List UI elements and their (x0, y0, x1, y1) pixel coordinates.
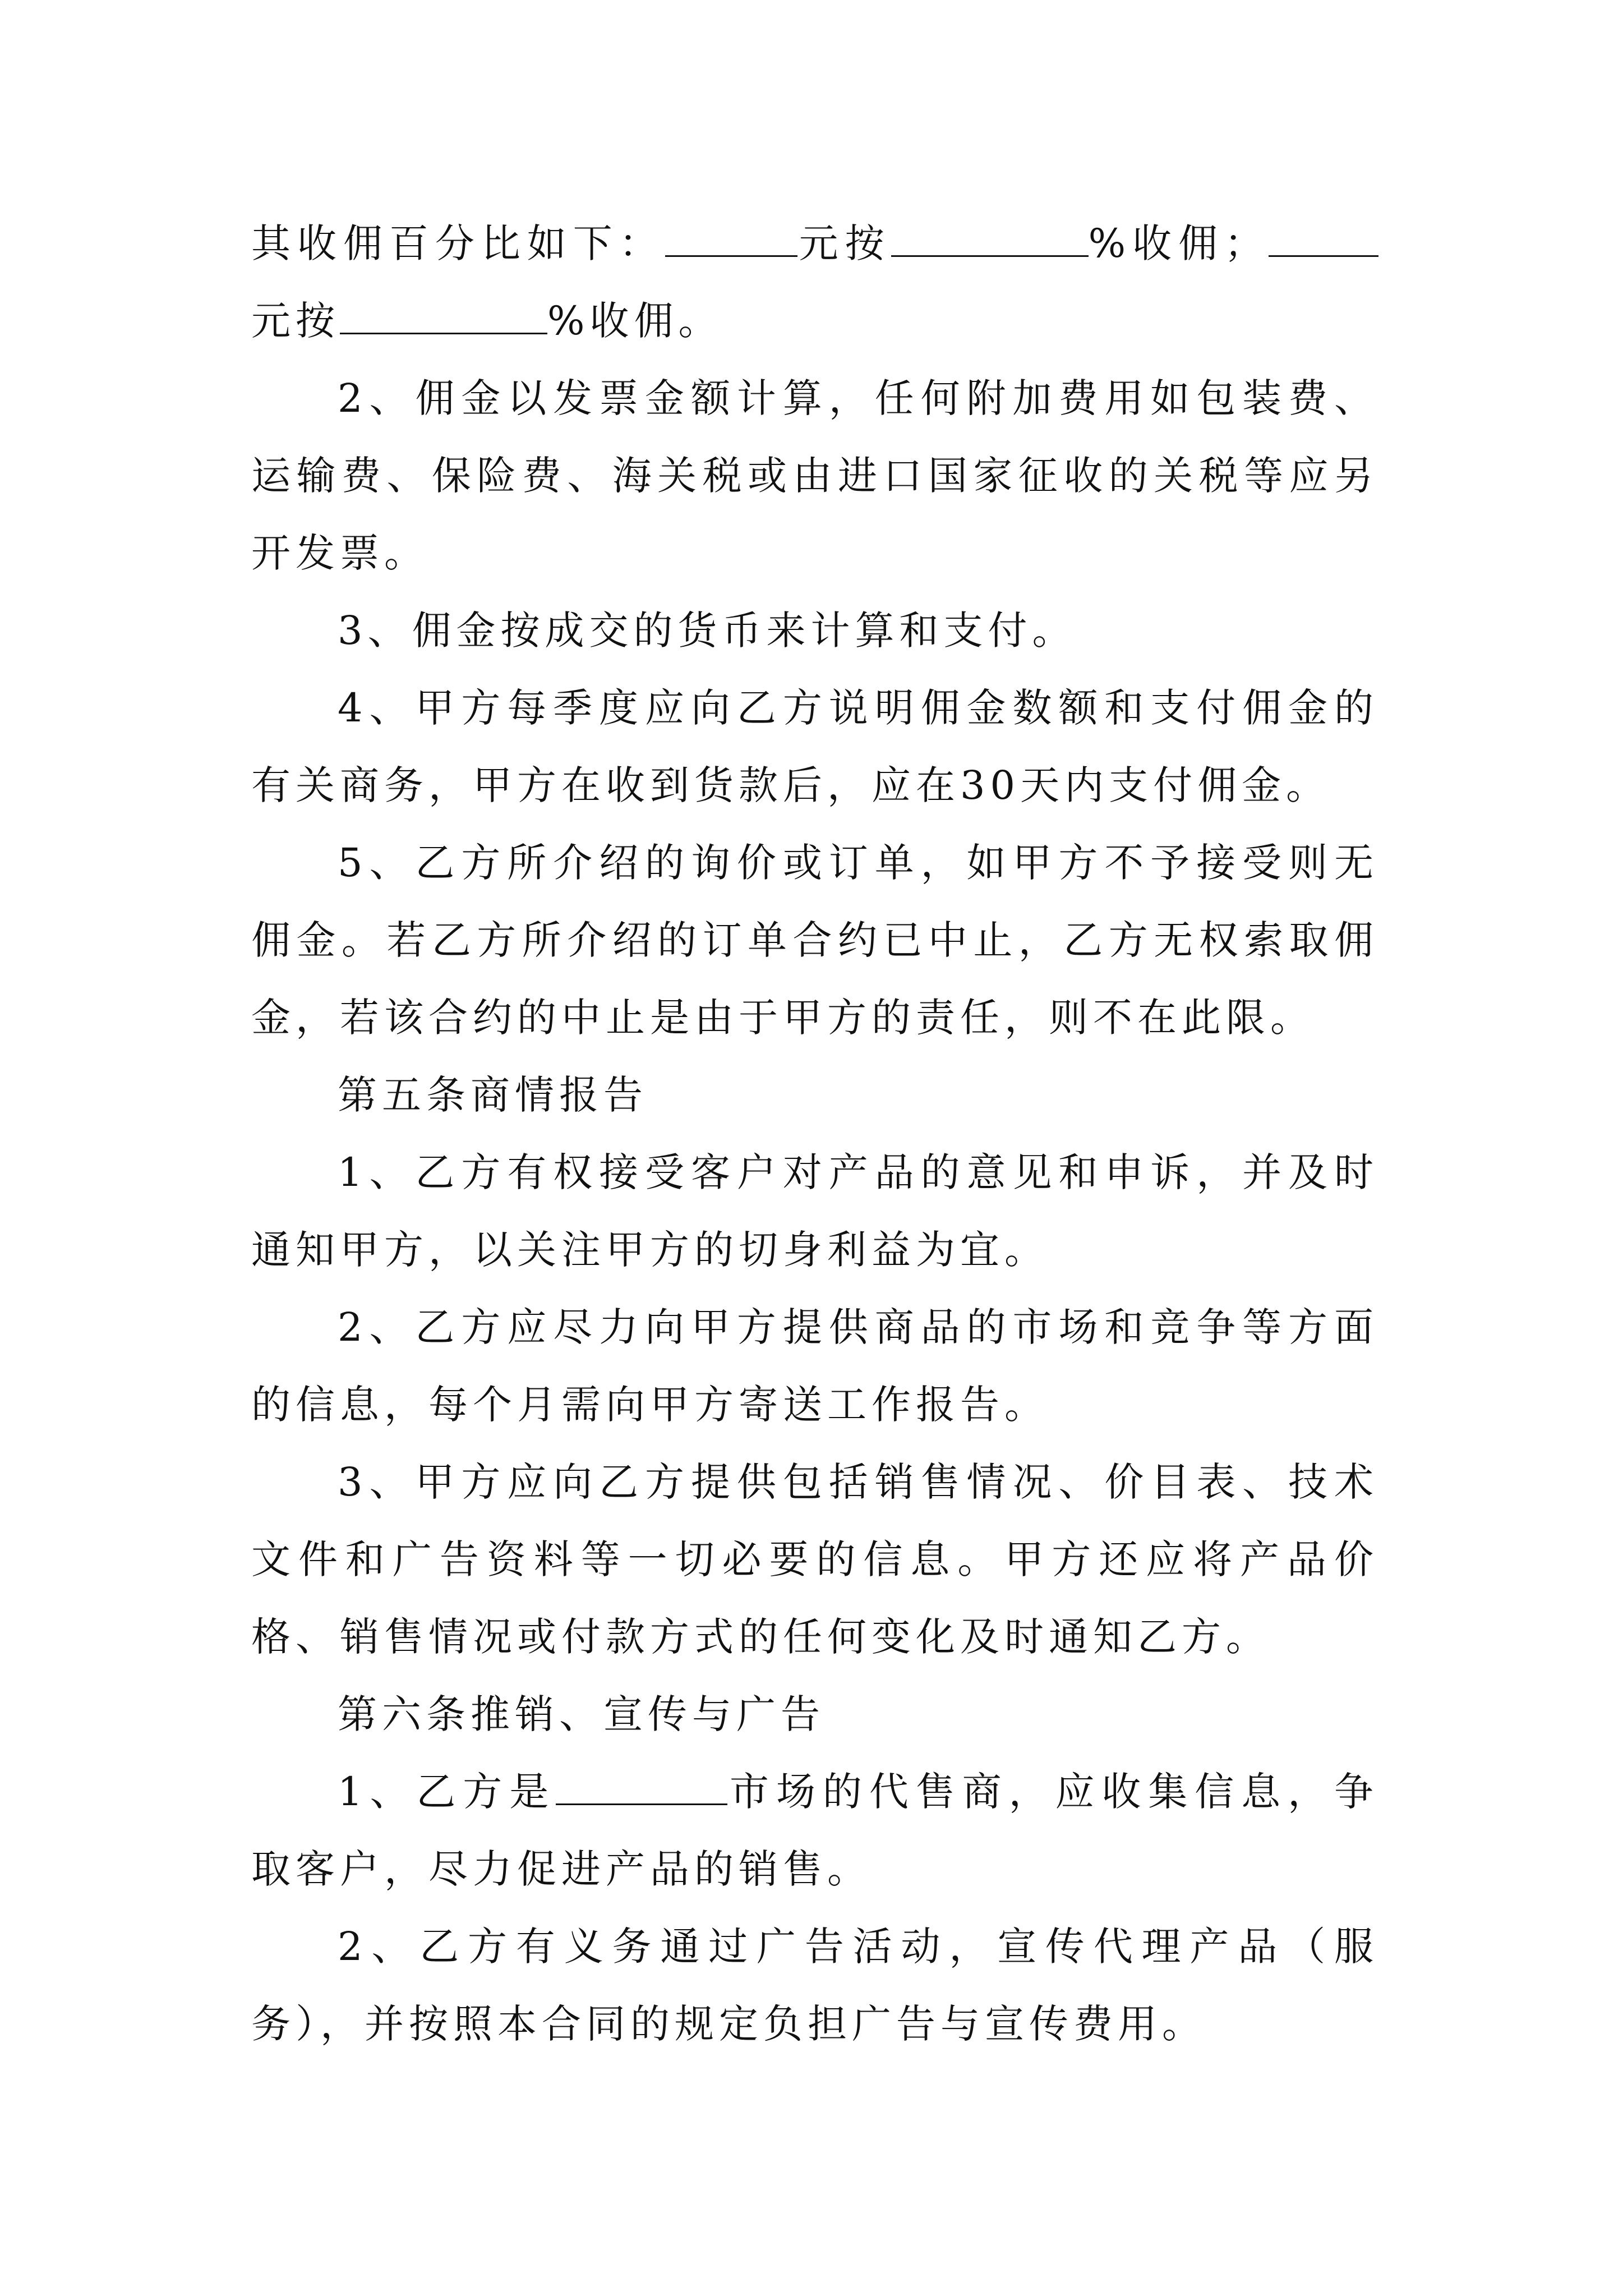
clause-4-2-paragraph: 2、佣金以发票金额计算，任何附加费用如包装费、运输费、保险费、海关税或由进口国家征收的关税等应另开发票。 (251, 375, 1378, 576)
article-6-heading: 第六条推销、宣传与广告 (338, 1691, 825, 1737)
percent-blank-1 (891, 219, 1089, 257)
percent-blank-2 (340, 297, 547, 334)
amount-blank-1 (665, 219, 797, 257)
commission-rate-text-3: %收佣； (1088, 220, 1269, 266)
commission-rate-text-4: 元按 (251, 298, 340, 344)
commission-rate-text-5: %收佣。 (547, 298, 723, 344)
clause-5-1-paragraph: 1、乙方有权接受客户对产品的意见和申诉，并及时通知甲方，以关注甲方的切身利益为宜。 (251, 1149, 1378, 1273)
clause-6-2-paragraph: 2、乙方有义务通过广告活动，宣传代理产品（服务），并按照本合同的规定负担广告与宣传费用。 (251, 1924, 1378, 2047)
clause-6-1-text-1: 1、乙方是 (338, 1769, 556, 1815)
amount-blank-2 (1269, 219, 1378, 257)
clause-5-2-paragraph: 2、乙方应尽力向甲方提供商品的市场和竞争等方面的信息，每个月需向甲方寄送工作报告。 (251, 1304, 1378, 1428)
commission-rate-text-1: 其收佣百分比如下： (251, 220, 665, 266)
market-blank (556, 1768, 727, 1805)
clause-6-1-text-2: 市场的代售商，应收集信息，争取客户，尽力促进产品的销售。 (251, 1769, 1378, 1892)
clause-6-1-paragraph (251, 1753, 1378, 1908)
clause-4-4-paragraph: 4、甲方每季度应向乙方说明佣金数额和支付佣金的有关商务，甲方在收到货款后，应在30天内支付佣金。 (251, 685, 1378, 808)
clause-5-3-paragraph: 3、甲方应向乙方提供包括销售情况、价目表、技术文件和广告资料等一切必要的信息。甲方还应将产品价格、销售情况或付款方式的任何变化及时通知乙方。 (251, 1459, 1378, 1660)
document-body (251, 205, 1378, 2063)
clause-4-3-paragraph: 3、佣金按成交的货币来计算和支付。 (338, 608, 1077, 654)
clause-4-5-paragraph: 5、乙方所介绍的询价或订单，如甲方不予接受则无佣金。若乙方所介绍的订单合约已中止，乙方无权索取佣金，若该合约的中止是由于甲方的责任，则不在此限。 (251, 840, 1378, 1041)
article-5-heading: 第五条商情报告 (338, 1072, 648, 1118)
commission-rate-text-2: 元按 (797, 220, 891, 266)
commission-rate-paragraph (251, 205, 1378, 360)
